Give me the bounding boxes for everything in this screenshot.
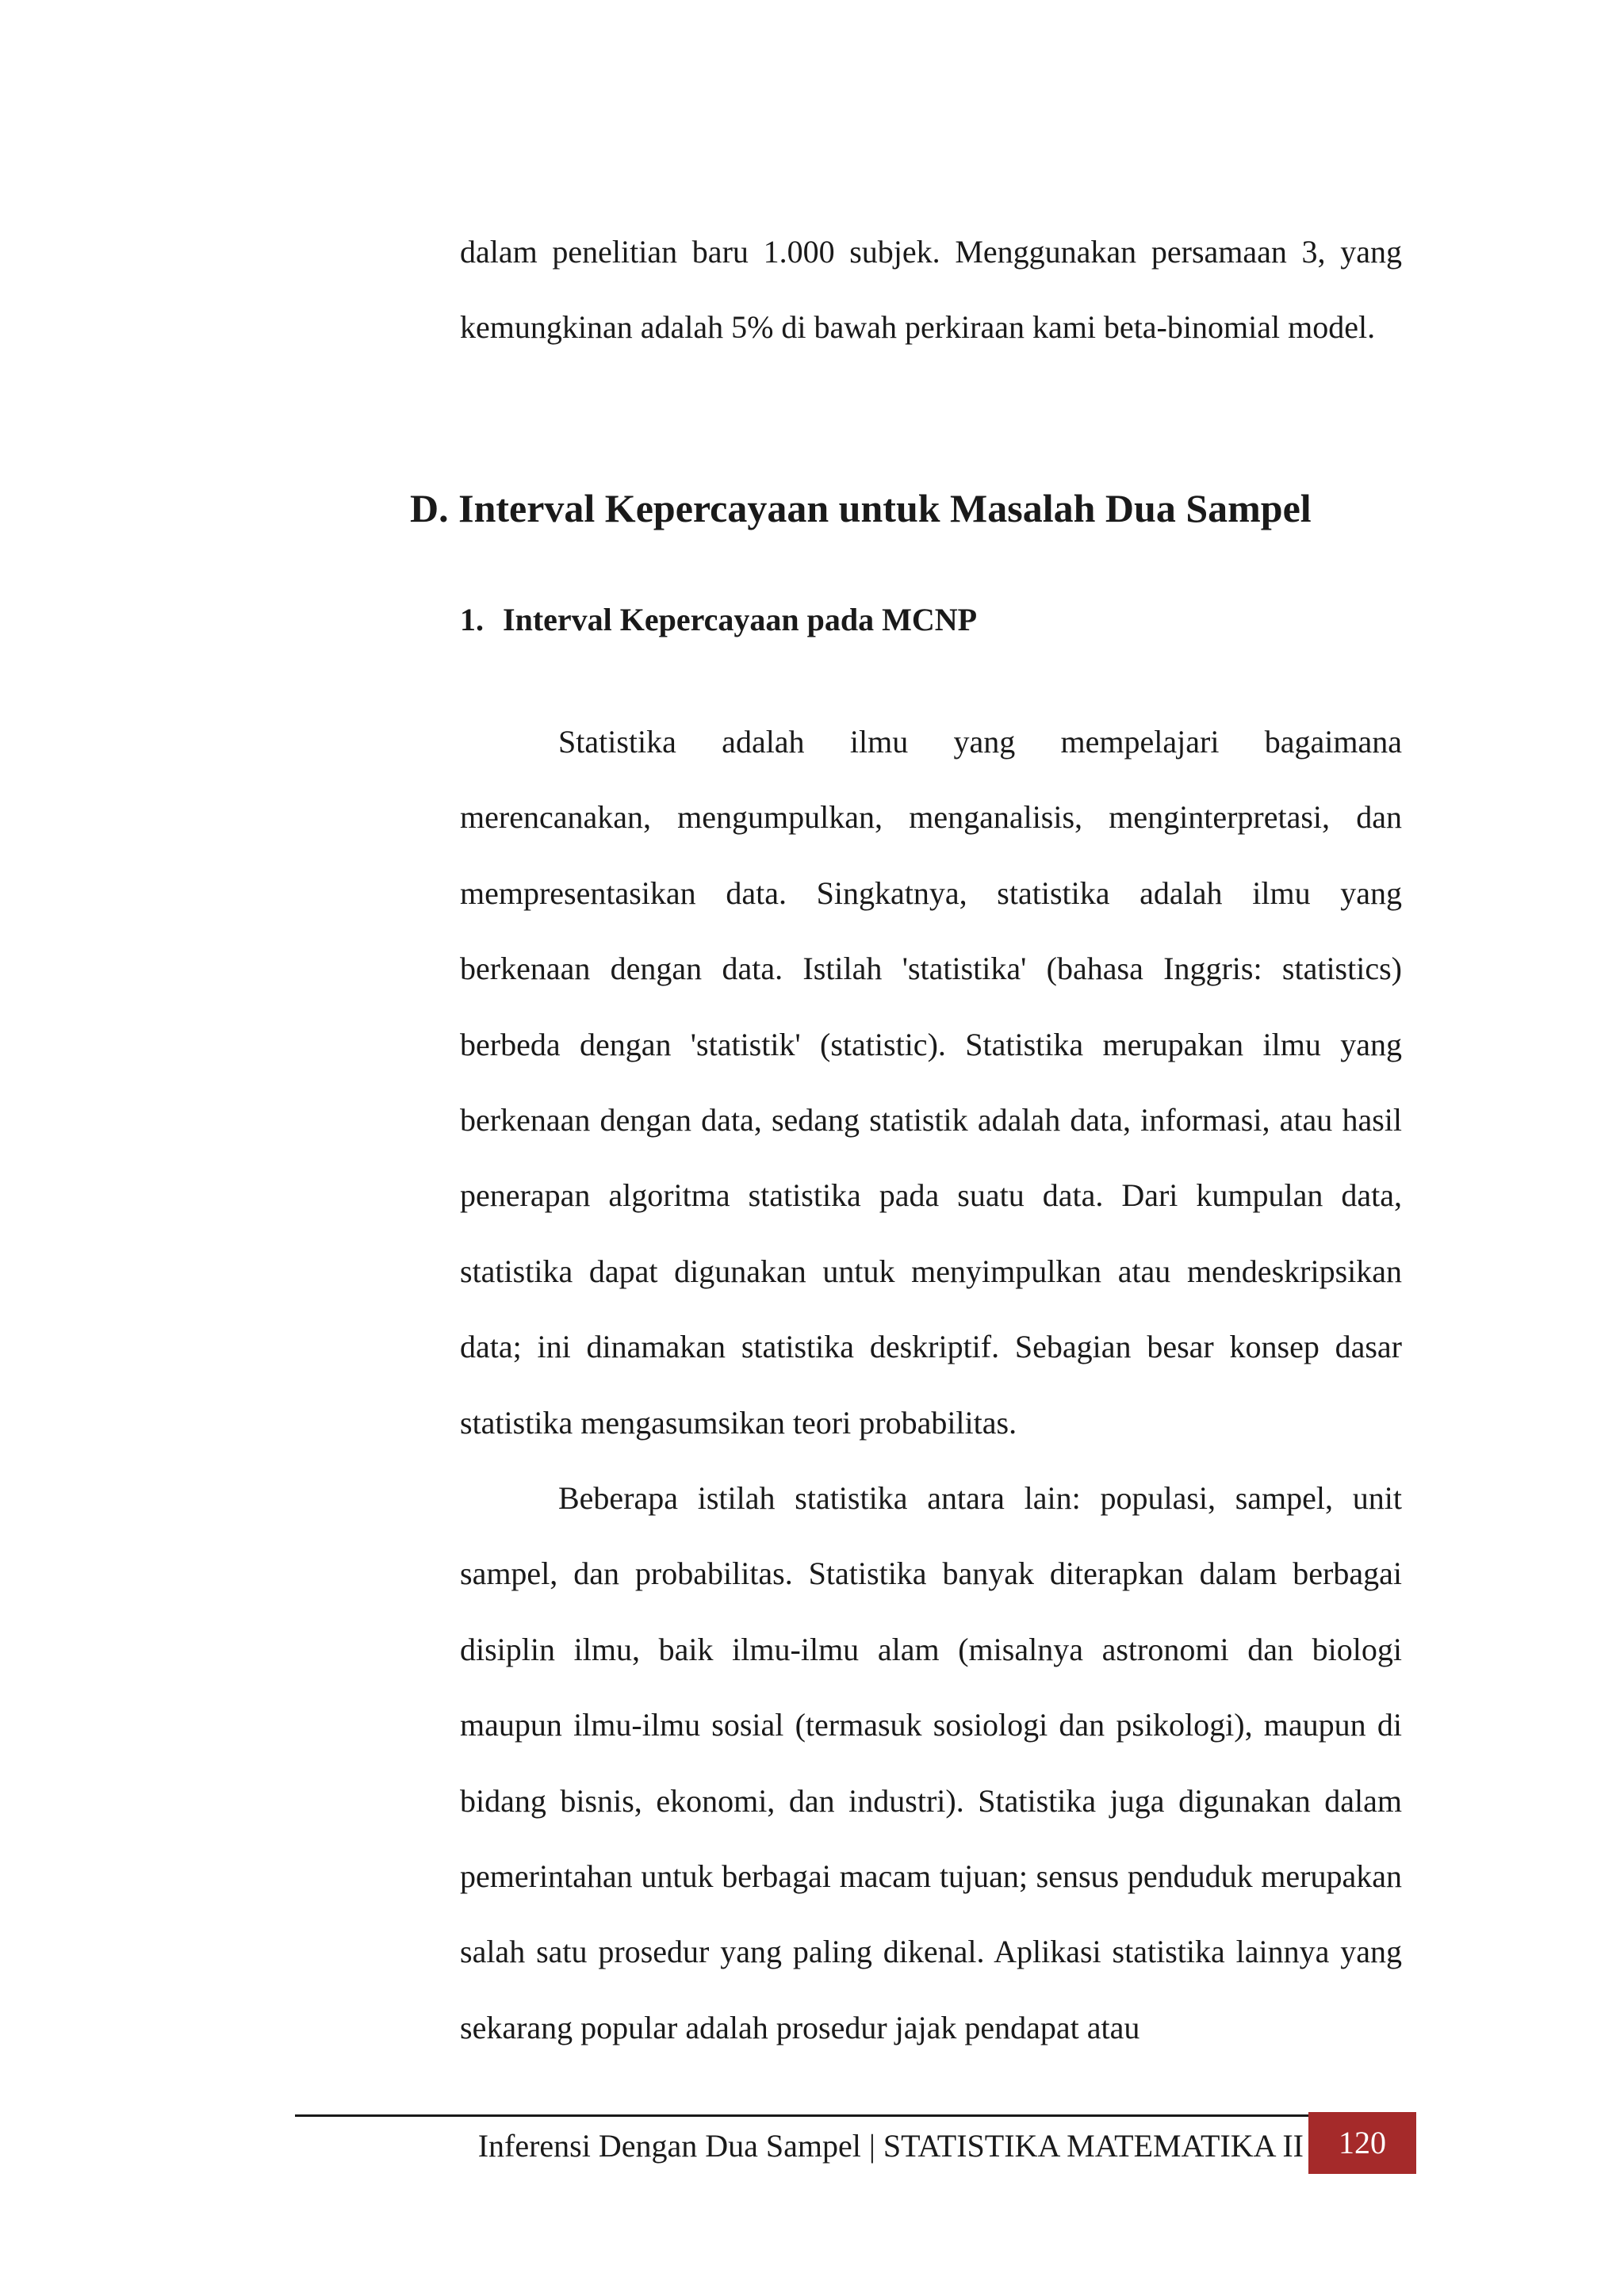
subsection-title: Interval Kepercayaan pada MCNP (503, 602, 978, 637)
body-paragraph-2: Beberapa istilah statistika antara lain: populasi, sampel, unit sampel, dan probabilitas. Statistika banyak diterapkan dalam berbagai disiplin ilmu, baik ilmu-ilmu alam (misalnya astronomi dan biologi maupun ilmu-ilmu sosial (termasuk sosiologi dan psikologi), maupun di bidang bisnis, ekonomi, dan industri). Statistika juga digunakan dalam pemerintahan untuk berbagai macam tujuan; sensus penduduk merupakan salah satu prosedur yang paling dikenal. Aplikasi statistika lainnya yang sekarang popular adalah prosedur jajak pendapat atau (460, 1480, 1402, 2045)
footer-running-title: Inferensi Dengan Dua Sampel | STATISTIKA MATEMATIKA II (477, 2128, 1304, 2164)
section-heading: D. Interval Kepercayaan untuk Masalah Dua Sampel (410, 486, 1312, 530)
page-number-badge: 120 (1308, 2112, 1416, 2174)
footer-rule (295, 2114, 1308, 2117)
body-paragraph-1: Statistika adalah ilmu yang mempelajari bagaimana merencanakan, mengumpulkan, menganalisis, menginterpretasi, dan mempresentasikan data. Singkatnya, statistika adalah ilmu yang berkenaan dengan data. Istilah 'statistika' (bahasa Inggris: statistics) berbeda dengan 'statistik' (statistic). Statistika merupakan ilmu yang berkenaan dengan data, sedang statistik adalah data, informasi, atau hasil penerapan algoritma statistika pada suatu data. Dari kumpulan data, statistika dapat digunakan untuk menyimpulkan atau mendeskripsikan data; ini dinamakan statistika deskriptif. Sebagian besar konsep dasar statistika mengasumsikan teori probabilitas. (460, 724, 1402, 1441)
intro-paragraph: dalam penelitian baru 1.000 subjek. Menggunakan persamaan 3, yang kemungkinan adalah 5% di bawah perkiraan kami beta-binomial model. (460, 234, 1402, 346)
subsection-heading (460, 601, 977, 638)
subsection-number: 1. (460, 602, 484, 637)
